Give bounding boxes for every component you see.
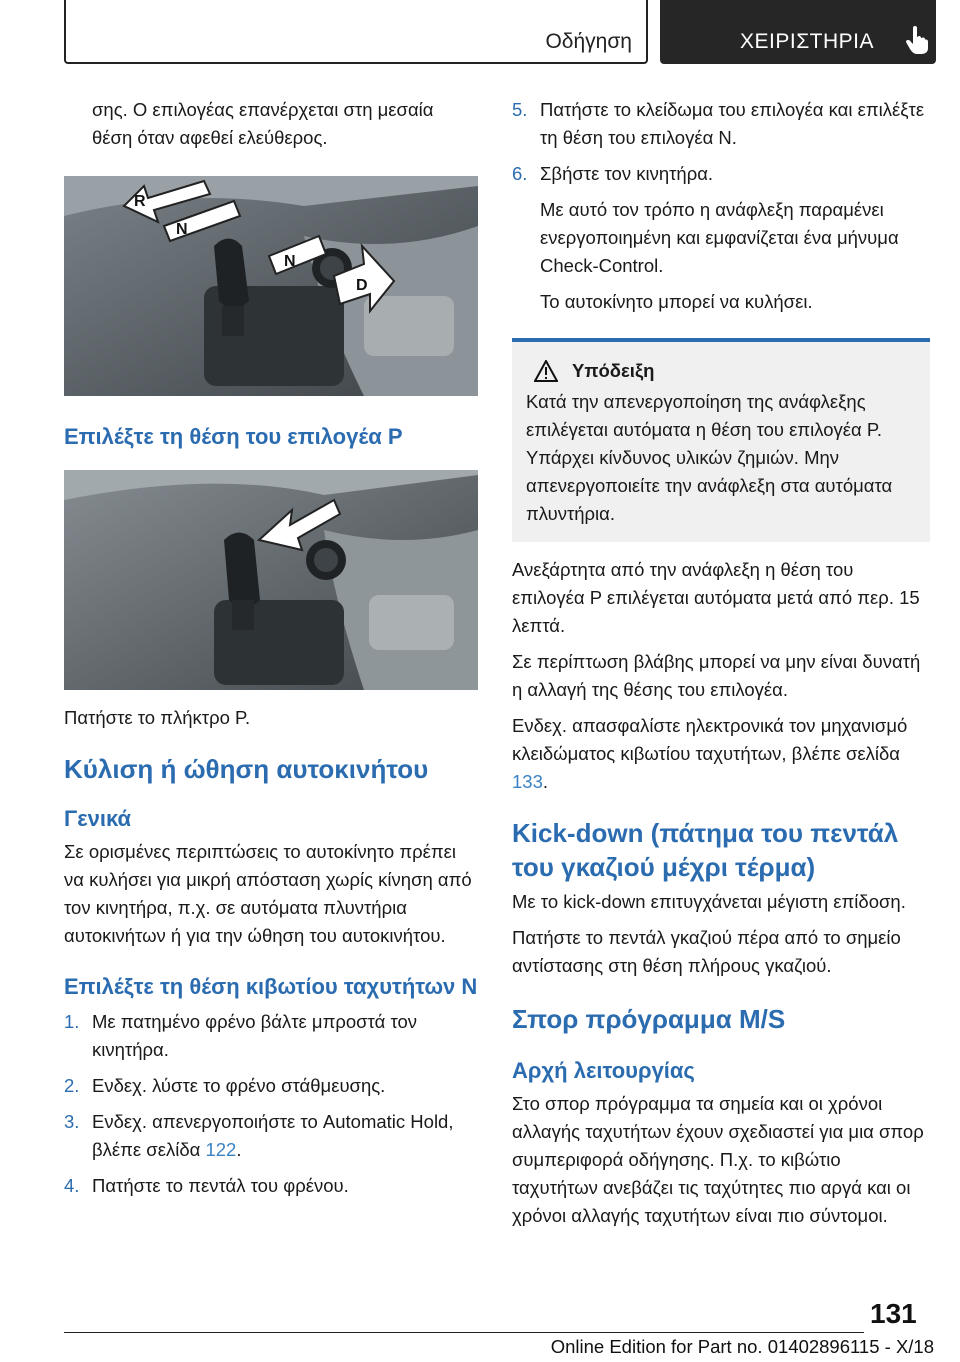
heading-principle: Αρχή λειτουργίας	[512, 1058, 695, 1083]
kickdown-text-2: Πατήστε το πεντάλ γκαζιού πέρα από το σημείο αντίστασης στη θέση πλήρους γκαζιού.	[512, 927, 901, 976]
step-number: 2.	[64, 1075, 80, 1096]
arrow-label-n2: N	[284, 253, 296, 270]
step-number: 6.	[512, 163, 528, 184]
arrow-label-d: D	[356, 277, 368, 294]
selector-lever-arrows-photo	[64, 176, 478, 396]
step-number: 5.	[512, 99, 528, 120]
note-box	[512, 338, 930, 542]
arrow-label-n1: N	[176, 221, 188, 238]
step-item	[512, 160, 930, 188]
page-link-122[interactable]: 122	[205, 1139, 237, 1160]
header-chapter-tab	[660, 0, 936, 64]
step-item	[64, 1108, 478, 1164]
steps-list-left	[64, 1008, 478, 1200]
step6-detail-2: Το αυτοκίνητο μπορεί να κυλήσει.	[540, 291, 813, 312]
steps-list-right	[512, 96, 930, 188]
warning-icon	[534, 360, 558, 382]
step-number: 1.	[64, 1011, 80, 1032]
unlock-text	[512, 712, 930, 796]
step-text: Με πατημένο φρένο βάλτε μπροστά τον κινητήρα.	[92, 1011, 418, 1060]
independent-text: Ανεξάρτητα από την ανάφλεξη η θέση του επιλογέα P επιλέγεται αυτόματα μετά από περ. 15 λεπτά.	[512, 559, 920, 636]
note-title-label: Υπόδειξη	[572, 360, 655, 381]
unlock-text-body: Ενδεχ. απασφαλίστε ηλεκτρονικά τον μηχανισμό κλειδώματος κιβωτίου ταχυτήτων, βλέπε σελίδα	[512, 715, 908, 764]
step-text: Ενδεχ. λύστε το φρένο στάθμευσης.	[92, 1075, 386, 1096]
press-p-text: Πατήστε το πλήκτρο P.	[64, 707, 251, 728]
heading-rolling: Κύλιση ή ώθηση αυτοκινήτου	[64, 754, 429, 784]
step-item	[64, 1008, 478, 1064]
note-title	[526, 360, 918, 382]
step-item	[64, 1172, 478, 1200]
intro-text: σης. Ο επιλογέας επανέρχεται στη μεσαία θέση όταν αφεθεί ελεύθερος.	[92, 99, 434, 148]
header-section-tab	[64, 0, 648, 64]
header-chapter-label: ΧΕΙΡΙΣΤΗΡΙΑ	[740, 30, 875, 53]
right-column	[512, 96, 930, 1230]
left-column	[64, 96, 478, 1200]
heading-sport: Σπορ πρόγραμμα M/S	[512, 1004, 786, 1034]
arrow-label-r: R	[134, 193, 146, 210]
heading-select-p: Επιλέξτε τη θέση του επιλογέα P	[64, 424, 403, 449]
footer-edition: Online Edition for Part no. 01402896115 - X/18	[550, 1336, 934, 1357]
step-text: Πατήστε το κλείδωμα του επιλογέα και επιλέξτε τη θέση του επιλογέα N.	[540, 99, 925, 148]
general-text: Σε ορισμένες περιπτώσεις το αυτοκίνητο πρέπει να κυλήσει για μικρή απόσταση χωρίς κίνηση από τον κινητήρα, π.χ. σε αυτόματα πλυντήρια αυτοκινήτων ή για την ώθηση του αυτοκινήτου.	[64, 841, 472, 946]
step-number: 3.	[64, 1111, 80, 1132]
footer-divider	[64, 1332, 864, 1333]
page-number: 131	[870, 1298, 917, 1329]
step-text: Σβήστε τον κινητήρα.	[540, 163, 714, 184]
heading-select-n: Επιλέξτε τη θέση κιβωτίου ταχυτήτων N	[64, 974, 478, 999]
unlock-text-end: .	[542, 771, 549, 792]
step-item	[64, 1072, 478, 1100]
fault-text: Σε περίπτωση βλάβης μπορεί να μην είναι δυνατή η αλλαγή της θέσης του επιλογέα.	[512, 651, 921, 700]
step-text-end: .	[236, 1139, 242, 1160]
note-text: Κατά την απενεργοποίηση της ανάφλεξης επιλέγεται αυτόματα η θέση του επιλογέα P. Υπάρχει κίνδυνος υλικών ζημιών. Μην απενεργοποιείτε την ανάφλεξη στα αυτόματα πλυντήρια.	[526, 391, 893, 524]
heading-general: Γενικά	[64, 806, 132, 831]
kickdown-text-1: Με το kick-down επιτυγχάνεται μέγιστη επίδοση.	[512, 891, 906, 912]
heading-kickdown: Kick-down (πάτημα του πεντάλ του γκαζιού μέχρι τέρμα)	[512, 818, 899, 882]
step-text: Ενδεχ. απενεργοποιήστε το Automatic Hold, βλέπε σελίδα	[92, 1111, 454, 1160]
step-number: 4.	[64, 1175, 80, 1196]
step-item	[512, 96, 930, 152]
step6-detail-1: Με αυτό τον τρόπο η ανάφλεξη παραμένει ενεργοποιημένη και εμφανίζεται ένα μήνυμα Check-Control.	[540, 199, 899, 276]
step-text: Πατήστε το πεντάλ του φρένου.	[92, 1175, 349, 1196]
hand-pointer-icon	[906, 26, 928, 54]
principle-text: Στο σπορ πρόγραμμα τα σημεία και οι χρόνοι αλλαγής ταχυτήτων έχουν σχεδιαστεί για μια σπορ συμπεριφορά οδήγησης. Π.χ. το κιβώτιο ταχυτήτων ανεβάζει τις ταχύτητες πιο αργά και οι χρόνοι αλλαγής ταχυτήτων είναι πιο σύντομοι.	[512, 1093, 924, 1226]
header-section-label: Οδήγηση	[545, 30, 632, 53]
p-button-photo	[64, 470, 478, 690]
page-link-133[interactable]: 133	[512, 771, 543, 792]
